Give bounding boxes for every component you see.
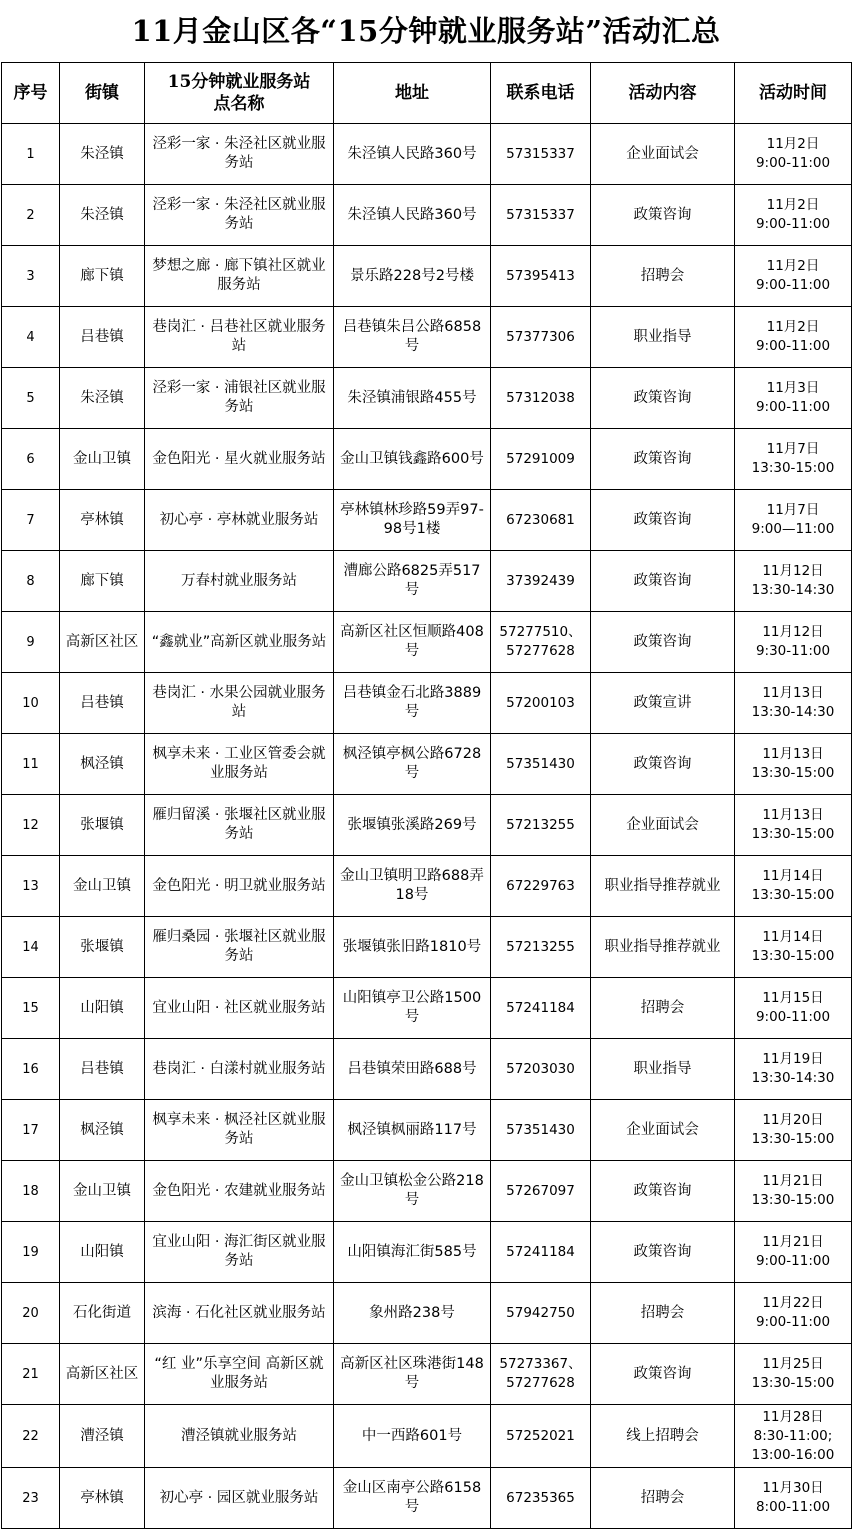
cell-address: 吕巷镇金石北路3889号 [334,673,491,734]
table-row [2,795,852,856]
cell-activity: 招聘会 [591,978,735,1039]
column-header-activity: 活动内容 [591,63,735,124]
table-row [2,1405,852,1468]
cell-activity: 企业面试会 [591,124,735,185]
cell-town: 山阳镇 [60,978,145,1039]
cell-town: 朱泾镇 [60,368,145,429]
cell-time: 11月7日 13:30-15:00 [735,429,852,490]
column-header-phone: 联系电话 [491,63,591,124]
cell-no: 17 [2,1100,60,1161]
cell-town: 高新区社区 [60,612,145,673]
cell-no: 9 [2,612,60,673]
cell-no: 3 [2,246,60,307]
table-row [2,1100,852,1161]
cell-town: 漕泾镇 [60,1405,145,1468]
cell-no: 13 [2,856,60,917]
cell-activity: 招聘会 [591,1283,735,1344]
cell-no: 22 [2,1405,60,1468]
column-header-no: 序号 [2,63,60,124]
cell-time: 11月12日 9:30-11:00 [735,612,852,673]
cell-address: 吕巷镇朱吕公路6858号 [334,307,491,368]
column-header-town: 街镇 [60,63,145,124]
cell-no: 7 [2,490,60,551]
column-header-station-label: 15分钟就业服务站点名称 [167,72,311,114]
table-row [2,1283,852,1344]
cell-no: 20 [2,1283,60,1344]
cell-address: 金山卫镇松金公路218号 [334,1161,491,1222]
table-row [2,1222,852,1283]
cell-town: 吕巷镇 [60,307,145,368]
cell-station: 巷岗汇 · 水果公园就业服务站 [145,673,334,734]
table-row [2,368,852,429]
cell-address: 枫泾镇枫丽路117号 [334,1100,491,1161]
cell-address: 朱泾镇浦银路455号 [334,368,491,429]
table-row [2,307,852,368]
cell-activity: 政策宣讲 [591,673,735,734]
page-title: 11月金山区各“15分钟就业服务站”活动汇总 [131,14,721,48]
cell-address: 枫泾镇亭枫公路6728号 [334,734,491,795]
cell-time: 11月13日 13:30-15:00 [735,734,852,795]
cell-phone: 57200103 [491,673,591,734]
cell-address: 高新区社区恒顺路408号 [334,612,491,673]
cell-time: 11月2日 9:00-11:00 [735,124,852,185]
table-row [2,1344,852,1405]
cell-time: 11月22日 9:00-11:00 [735,1283,852,1344]
cell-station: 宜业山阳 · 社区就业服务站 [145,978,334,1039]
cell-activity: 线上招聘会 [591,1405,735,1468]
cell-no: 18 [2,1161,60,1222]
cell-phone: 57291009 [491,429,591,490]
table-row [2,612,852,673]
cell-station: 泾彩一家 · 朱泾社区就业服务站 [145,124,334,185]
cell-no: 15 [2,978,60,1039]
cell-phone: 57277510、 57277628 [491,612,591,673]
cell-time: 11月14日 13:30-15:00 [735,856,852,917]
cell-time: 11月2日 9:00-11:00 [735,185,852,246]
table-row [2,429,852,490]
table-row [2,734,852,795]
cell-station: 初心亭 · 园区就业服务站 [145,1468,334,1529]
cell-address: 高新区社区珠港街148号 [334,1344,491,1405]
cell-address: 金山区南亭公路6158号 [334,1468,491,1529]
cell-time: 11月2日 9:00-11:00 [735,307,852,368]
cell-phone: 67230681 [491,490,591,551]
cell-time: 11月15日 9:00-11:00 [735,978,852,1039]
cell-time: 11月13日 13:30-14:30 [735,673,852,734]
cell-activity: 职业指导 [591,1039,735,1100]
cell-station: 初心亭 · 亭林就业服务站 [145,490,334,551]
cell-town: 枫泾镇 [60,1100,145,1161]
cell-activity: 政策咨询 [591,1222,735,1283]
cell-no: 4 [2,307,60,368]
cell-station: 枫享未来 · 工业区管委会就业服务站 [145,734,334,795]
table-row [2,124,852,185]
cell-station: 雁归桑园 · 张堰社区就业服务站 [145,917,334,978]
cell-time: 11月14日 13:30-15:00 [735,917,852,978]
column-header-station [145,63,334,124]
cell-address: 朱泾镇人民路360号 [334,185,491,246]
cell-town: 廊下镇 [60,246,145,307]
cell-town: 吕巷镇 [60,1039,145,1100]
cell-phone: 57273367、 57277628 [491,1344,591,1405]
table-row [2,978,852,1039]
cell-address: 象州路238号 [334,1283,491,1344]
cell-no: 10 [2,673,60,734]
table-row [2,1468,852,1529]
cell-station: 漕泾镇就业服务站 [145,1405,334,1468]
cell-town: 高新区社区 [60,1344,145,1405]
cell-time: 11月28日 8:30-11:00; 13:00-16:00 [735,1405,852,1468]
cell-no: 19 [2,1222,60,1283]
cell-time: 11月25日 13:30-15:00 [735,1344,852,1405]
cell-activity: 职业指导推荐就业 [591,917,735,978]
cell-phone: 57312038 [491,368,591,429]
cell-town: 石化街道 [60,1283,145,1344]
cell-phone: 57267097 [491,1161,591,1222]
table-row [2,246,852,307]
cell-town: 金山卫镇 [60,856,145,917]
cell-phone: 57351430 [491,1100,591,1161]
cell-town: 亭林镇 [60,490,145,551]
cell-town: 枫泾镇 [60,734,145,795]
cell-station: 金色阳光 · 农建就业服务站 [145,1161,334,1222]
cell-station: 枫享未来 · 枫泾社区就业服务站 [145,1100,334,1161]
cell-station: 泾彩一家 · 浦银社区就业服务站 [145,368,334,429]
cell-no: 14 [2,917,60,978]
cell-no: 1 [2,124,60,185]
cell-time: 11月19日 13:30-14:30 [735,1039,852,1100]
cell-time: 11月7日 9:00—11:00 [735,490,852,551]
cell-activity: 政策咨询 [591,490,735,551]
cell-address: 中一西路601号 [334,1405,491,1468]
cell-phone: 57351430 [491,734,591,795]
table-row [2,185,852,246]
cell-phone: 57203030 [491,1039,591,1100]
header-row [2,63,852,124]
cell-phone: 57942750 [491,1283,591,1344]
cell-no: 6 [2,429,60,490]
column-header-time: 活动时间 [735,63,852,124]
cell-activity: 职业指导推荐就业 [591,856,735,917]
cell-phone: 57241184 [491,1222,591,1283]
table-row [2,551,852,612]
cell-town: 张堰镇 [60,795,145,856]
cell-activity: 企业面试会 [591,1100,735,1161]
cell-no: 12 [2,795,60,856]
cell-station: 梦想之廊 · 廊下镇社区就业服务站 [145,246,334,307]
table-row [2,1039,852,1100]
cell-phone: 57241184 [491,978,591,1039]
cell-activity: 政策咨询 [591,1161,735,1222]
cell-time: 11月2日 9:00-11:00 [735,246,852,307]
cell-address: 张堰镇张旧路1810号 [334,917,491,978]
cell-town: 廊下镇 [60,551,145,612]
cell-station: 万春村就业服务站 [145,551,334,612]
cell-town: 吕巷镇 [60,673,145,734]
table-row [2,673,852,734]
cell-activity: 政策咨询 [591,734,735,795]
cell-phone: 57377306 [491,307,591,368]
cell-town: 山阳镇 [60,1222,145,1283]
cell-station: 宜业山阳 · 海汇街区就业服务站 [145,1222,334,1283]
cell-station: 滨海 · 石化社区就业服务站 [145,1283,334,1344]
cell-phone: 67235365 [491,1468,591,1529]
cell-no: 21 [2,1344,60,1405]
cell-phone: 57213255 [491,917,591,978]
cell-station: 金色阳光 · 明卫就业服务站 [145,856,334,917]
cell-time: 11月13日 13:30-15:00 [735,795,852,856]
table-header [2,63,852,124]
cell-activity: 企业面试会 [591,795,735,856]
cell-activity: 政策咨询 [591,429,735,490]
activity-table [1,62,852,1529]
cell-station: 巷岗汇 · 白漾村就业服务站 [145,1039,334,1100]
cell-time: 11月30日 8:00-11:00 [735,1468,852,1529]
cell-no: 5 [2,368,60,429]
column-header-address: 地址 [334,63,491,124]
cell-station: “红 业”乐享空间 高新区就业服务站 [145,1344,334,1405]
cell-town: 亭林镇 [60,1468,145,1529]
cell-time: 11月21日 9:00-11:00 [735,1222,852,1283]
cell-address: 亭林镇林珍路59弄97-98号1楼 [334,490,491,551]
table-body [2,124,852,1529]
cell-town: 朱泾镇 [60,124,145,185]
table-row [2,1161,852,1222]
cell-activity: 政策咨询 [591,1344,735,1405]
cell-activity: 政策咨询 [591,368,735,429]
cell-station: 金色阳光 · 星火就业服务站 [145,429,334,490]
cell-station: 巷岗汇 · 吕巷社区就业服务站 [145,307,334,368]
cell-no: 23 [2,1468,60,1529]
cell-phone: 57315337 [491,185,591,246]
cell-phone: 67229763 [491,856,591,917]
cell-station: 雁归留溪 · 张堰社区就业服务站 [145,795,334,856]
cell-activity: 职业指导 [591,307,735,368]
table-row [2,856,852,917]
cell-phone: 57395413 [491,246,591,307]
cell-time: 11月12日 13:30-14:30 [735,551,852,612]
cell-town: 金山卫镇 [60,429,145,490]
cell-phone: 37392439 [491,551,591,612]
cell-station: 泾彩一家 · 朱泾社区就业服务站 [145,185,334,246]
cell-phone: 57315337 [491,124,591,185]
table-row [2,490,852,551]
cell-phone: 57213255 [491,795,591,856]
cell-address: 漕廊公路6825弄517号 [334,551,491,612]
cell-activity: 招聘会 [591,1468,735,1529]
cell-activity: 招聘会 [591,246,735,307]
cell-address: 景乐路228号2号楼 [334,246,491,307]
cell-time: 11月21日 13:30-15:00 [735,1161,852,1222]
cell-no: 16 [2,1039,60,1100]
cell-address: 山阳镇海汇街585号 [334,1222,491,1283]
cell-phone: 57252021 [491,1405,591,1468]
cell-activity: 政策咨询 [591,612,735,673]
cell-address: 张堰镇张溪路269号 [334,795,491,856]
cell-address: 金山卫镇明卫路688弄18号 [334,856,491,917]
cell-time: 11月20日 13:30-15:00 [735,1100,852,1161]
cell-no: 2 [2,185,60,246]
cell-no: 8 [2,551,60,612]
cell-no: 11 [2,734,60,795]
cell-town: 金山卫镇 [60,1161,145,1222]
cell-address: 吕巷镇荣田路688号 [334,1039,491,1100]
cell-town: 张堰镇 [60,917,145,978]
table-row [2,917,852,978]
cell-town: 朱泾镇 [60,185,145,246]
cell-address: 山阳镇亭卫公路1500号 [334,978,491,1039]
cell-station: “鑫就业”高新区就业服务站 [145,612,334,673]
cell-address: 朱泾镇人民路360号 [334,124,491,185]
cell-time: 11月3日 9:00-11:00 [735,368,852,429]
cell-address: 金山卫镇钱鑫路600号 [334,429,491,490]
cell-activity: 政策咨询 [591,185,735,246]
cell-activity: 政策咨询 [591,551,735,612]
